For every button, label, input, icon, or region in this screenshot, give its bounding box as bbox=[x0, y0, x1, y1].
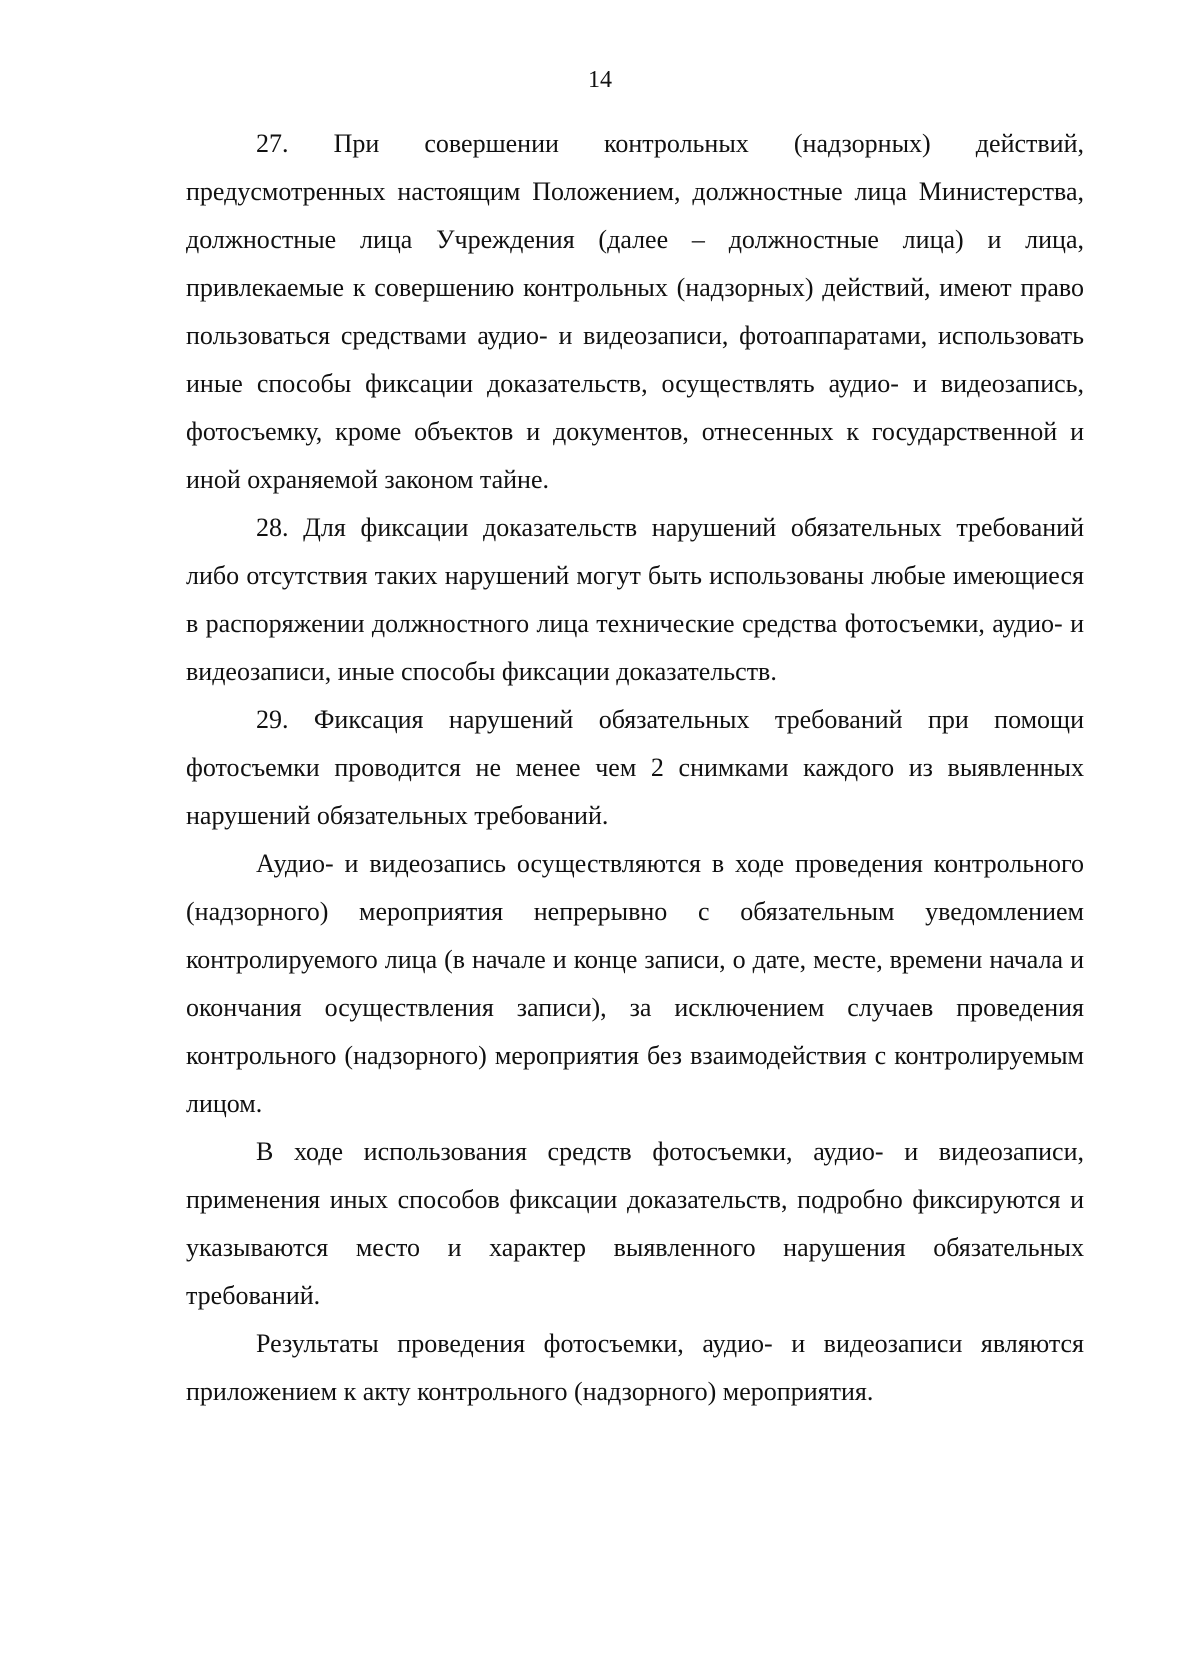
paragraph-28: 28. Для фиксации доказательств нарушений обязательных требований либо отсутствия таких нарушений могут быть использованы любые имеющиеся в распоряжении должностного лица технические средства фотосъемки, аудио- и видеозаписи, иные способы фиксации доказательств. bbox=[186, 513, 1084, 686]
document-body bbox=[186, 120, 1084, 1416]
paragraph-recording-details: В ходе использования средств фотосъемки, аудио- и видеозаписи, применения иных способов фиксации доказательств, подробно фиксируются и указываются место и характер выявленного нарушения обязательных требований. bbox=[186, 1137, 1084, 1310]
paragraph-audio-video: Аудио- и видеозапись осуществляются в ходе проведения контрольного (надзорного) мероприятия непрерывно с обязательным уведомлением контролируемого лица (в начале и конце записи, о дате, месте, времени начала и окончания осуществления записи), за исключением случаев проведения контрольного (надзорного) мероприятия без взаимодействия с контролируемым лицом. bbox=[186, 849, 1084, 1118]
page-number: 14 bbox=[588, 67, 612, 93]
paragraph-27: 27. При совершении контрольных (надзорных) действий, предусмотренных настоящим Положением, должностные лица Министерства, должностные лица Учреждения (далее – должностные лица) и лица, привлекаемые к совершению контрольных (надзорных) действий, имеют право пользоваться средствами аудио- и видеозаписи, фотоаппаратами, использовать иные способы фиксации доказательств, осуществлять аудио- и видеозапись, фотосъемку, кроме объектов и документов, отнесенных к государственной и иной охраняемой законом тайне. bbox=[186, 129, 1084, 494]
paragraph-results: Результаты проведения фотосъемки, аудио- и видеозаписи являются приложением к акту контрольного (надзорного) мероприятия. bbox=[186, 1329, 1084, 1406]
paragraph-29: 29. Фиксация нарушений обязательных требований при помощи фотосъемки проводится не менее чем 2 снимками каждого из выявленных нарушений обязательных требований. bbox=[186, 705, 1084, 830]
